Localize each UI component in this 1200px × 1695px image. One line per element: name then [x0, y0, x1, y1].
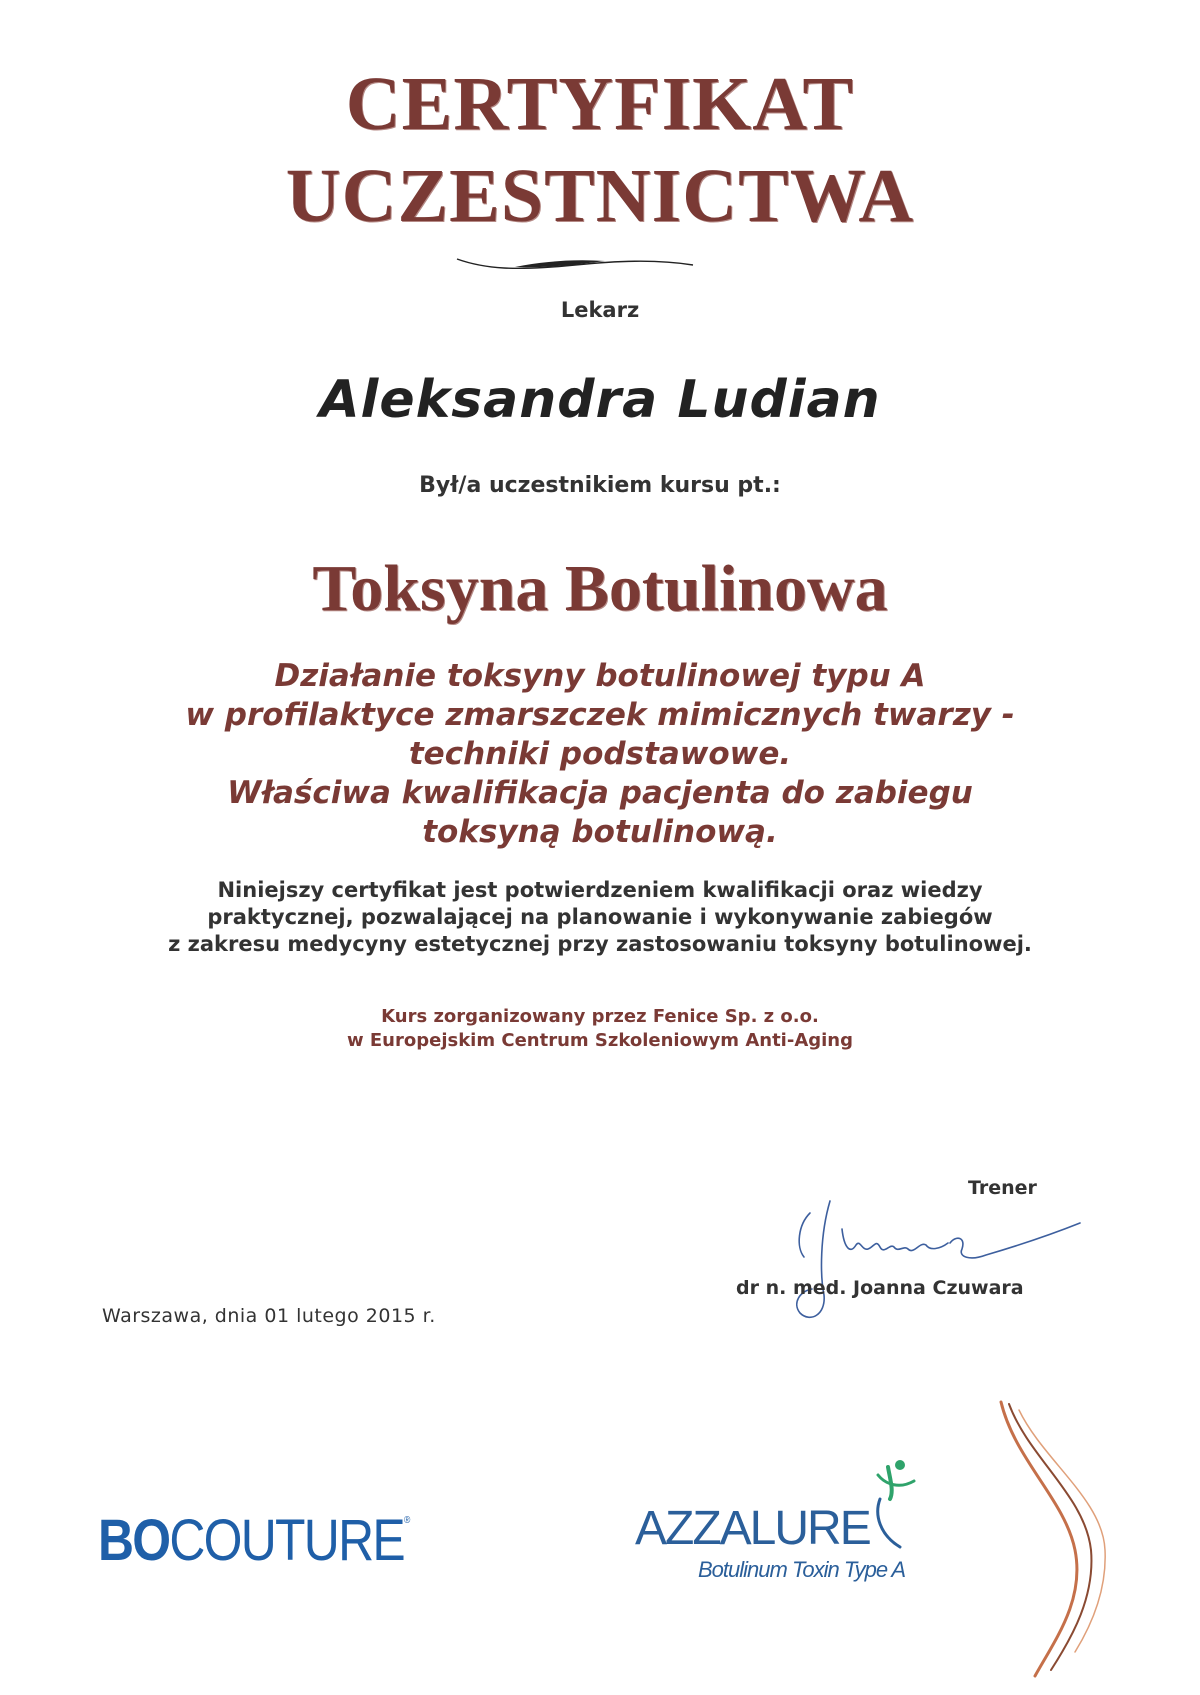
certificate-title-line2: UCZESTNICTWA — [285, 154, 915, 238]
trainer-label: Trener — [968, 1177, 1037, 1199]
participant-role: Lekarz — [560, 298, 640, 322]
statement-line: Niniejszy certyfikat jest potwierdzeniem kwalifikacji oraz wiedzy — [217, 878, 983, 902]
azzalure-wordmark: AZZALURE — [635, 1502, 870, 1555]
bocouture-logo-bo: BO — [98, 1508, 170, 1573]
organizer-line: w Europejskim Centrum Szkoleniowym Anti-Aging — [346, 1030, 854, 1051]
place-and-date: Warszawa, dnia 01 lutego 2015 r. — [102, 1305, 436, 1327]
decorative-swoosh — [455, 255, 695, 279]
statement-line: z zakresu medycyny estetycznej przy zastosowaniu toksyny botulinowej. — [168, 932, 1032, 956]
azzalure-figure-icon — [860, 1455, 930, 1565]
course-subtitle-line: Właściwa kwalifikacja pacjenta do zabiegu — [227, 775, 973, 811]
course-subtitle-line: Działanie toksyny botulinowej typu A — [274, 658, 926, 694]
attendance-text: Był/a uczestnikiem kursu pt.: — [419, 473, 781, 498]
azzalure-subtitle: Botulinum Toxin Type A — [698, 1557, 906, 1582]
trainer-name: dr n. med. Joanna Czuwara — [736, 1277, 1024, 1299]
course-title: Toksyna Botulinowa — [312, 552, 888, 625]
azzalure-logo — [630, 1455, 930, 1595]
course-subtitle-line: w profilaktyce zmarszczek mimicznych twarzy - — [185, 697, 1015, 733]
certificate-title-line1: CERTYFIKAT — [345, 62, 855, 146]
organizer-info — [0, 1005, 1200, 1053]
course-subtitle — [0, 657, 1200, 852]
statement-line: praktycznej, pozwalającej na planowanie i wykonywanie zabiegów — [207, 905, 993, 929]
decorative-swirl — [995, 1400, 1145, 1680]
registered-mark: ® — [403, 1515, 411, 1526]
course-subtitle-line: toksyną botulinową. — [422, 814, 778, 850]
certificate-statement — [0, 877, 1200, 958]
bocouture-logo-couture: COUTURE — [169, 1508, 404, 1573]
trainer-signature — [790, 1195, 1110, 1335]
bocouture-logo — [98, 1508, 411, 1573]
course-subtitle-line: techniki podstawowe. — [408, 736, 792, 772]
organizer-line: Kurs zorganizowany przez Fenice Sp. z o.o. — [381, 1006, 819, 1027]
participant-name: Aleksandra Ludian — [319, 370, 881, 430]
